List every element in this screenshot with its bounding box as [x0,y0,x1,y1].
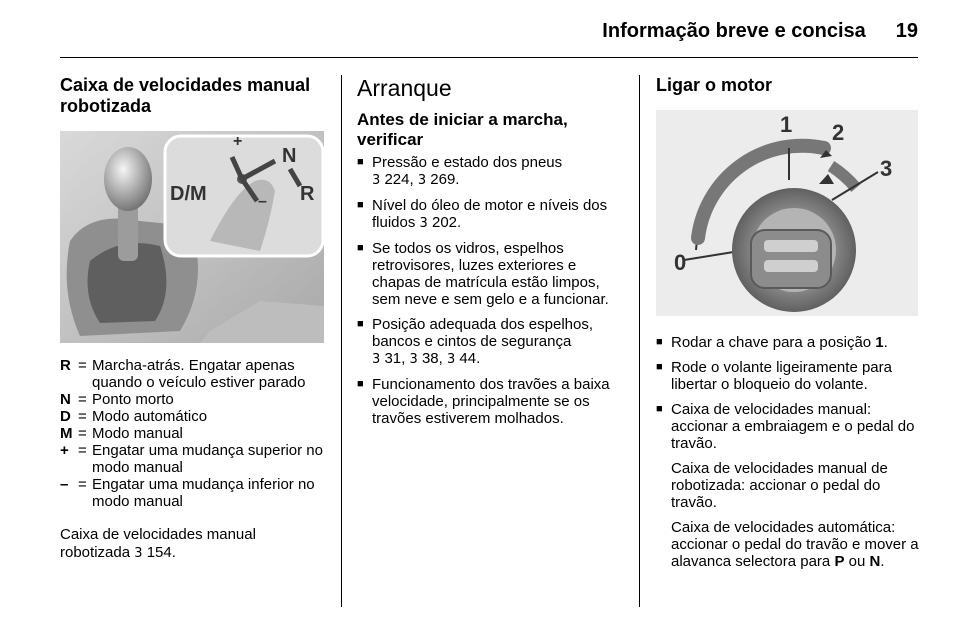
list-item [656,359,921,393]
list-item [357,240,625,308]
page-ref-arrow-icon: 3 [134,546,143,561]
legend-key: R [60,357,71,374]
page-ref-arrow-icon: 3 [409,352,418,367]
running-header [602,20,918,43]
list-item [357,197,625,232]
legend-eq: = [78,476,87,493]
column-divider [341,75,342,607]
item-paragraph: Caixa de velocidades manual de robotizada: accionar o pedal do travão. [671,460,888,511]
list-item [357,154,625,189]
item-bold: 1 [875,334,884,351]
gearbox-figure [60,131,324,343]
gearbox-label-minus: – [258,193,267,210]
ignition-position-0: 0 [674,250,687,275]
section-title-gearbox: Caixa de velocidades manual robotizada [60,75,311,116]
page-ref[interactable]: 44. [459,350,481,367]
gearbox-reference [60,526,326,563]
checklist [357,154,625,427]
legend-text: Engatar uma mudança superior no modo manual [92,442,323,476]
item-text: Caixa de velocidades automática: accionar o pedal do travão e mover a alavanca selectora para [671,519,919,570]
page-ref-arrow-icon: 3 [419,216,428,231]
section-title-start: Arranque [357,75,452,101]
page-number: 19 [895,20,918,42]
item-text: Se todos os vidros, espelhos retrovisores, luzes exteriores e chapas de matrícula estão limpos, sem neve e sem gelo e a funcionar. [372,240,609,308]
ignition-steps [656,334,921,570]
item-text: ou [844,553,870,570]
legend-key: M [60,425,73,442]
gearbox-label-dm: D/M [170,183,207,205]
item-text: Rodar a chave para a posição [671,334,876,351]
legend-text: Modo manual [92,425,183,442]
ignition-figure [656,110,918,316]
legend-key: – [60,476,69,493]
gearbox-label-n: N [282,145,297,167]
gearbox-label-plus: + [233,133,243,150]
legend-key: N [60,391,71,408]
legend-eq: = [78,442,87,459]
page-ref[interactable]: 154. [146,544,176,561]
legend-key: + [60,442,69,459]
header-title: Informação breve e concisa [602,20,866,42]
gearbox-label-r: R [300,183,315,205]
item-text: Funcionamento dos travões a baixa velocidade, principalmente se os travões estiverem molhados. [372,376,610,427]
page-ref-arrow-icon: 3 [372,352,381,367]
item-paragraph [671,519,921,570]
legend-text: Modo automático [92,408,208,425]
page-ref[interactable]: 31, [384,350,406,367]
ignition-position-3: 3 [880,156,893,181]
column-ignition [656,75,921,578]
page-ref-arrow-icon: 3 [446,352,456,367]
ignition-position-1: 1 [780,112,793,137]
legend-eq: = [78,357,87,374]
page-ref-arrow-icon: 3 [417,173,427,188]
legend [60,357,326,510]
section-title-ignition: Ligar o motor [656,75,772,95]
item-text: Nível do óleo de motor e níveis dos fluidos [372,197,608,231]
legend-text: Ponto morto [92,391,174,408]
item-bold: N [869,553,881,570]
ignition-illustration [656,110,918,316]
item-text: Pressão e estado dos pneus [372,154,563,171]
item-text: . [883,334,888,351]
page-ref[interactable]: 269. [430,171,460,188]
legend-key: D [60,408,71,425]
page-ref-arrow-icon: 3 [372,173,381,188]
page-ref[interactable]: 202. [431,214,462,231]
ignition-position-2: 2 [832,120,845,145]
legend-eq: = [78,391,87,408]
item-text: . [880,553,885,570]
item-bold: P [834,553,845,570]
list-item [656,401,921,570]
legend-text: Engatar uma mudança inferior no modo manual [92,476,315,510]
page-ref[interactable]: 38, [421,350,443,367]
column-start [357,75,625,435]
item-text: Rode o volante ligeiramente para libertar o bloqueio do volante. [671,359,892,393]
header-rule [60,57,918,58]
legend-text: Marcha-atrás. Engatar apenas quando o veículo estiver parado [92,357,306,391]
list-item [357,316,625,368]
column-gearbox [60,75,326,563]
list-item [357,376,625,427]
legend-eq: = [78,425,87,442]
subsection-title-checks: Antes de iniciar a marcha, verificar [357,110,568,149]
reference-text: Caixa de velocidades manual robotizada [60,526,256,561]
page-ref[interactable]: 224, [384,171,414,188]
item-text: Caixa de velocidades manual: accionar a embraiagem e o pedal do travão. [671,401,915,452]
item-text: Posição adequada dos espelhos, bancos e cintos de segurança [372,316,594,350]
column-divider [639,75,640,607]
legend-eq: = [78,408,87,425]
list-item [656,334,921,351]
